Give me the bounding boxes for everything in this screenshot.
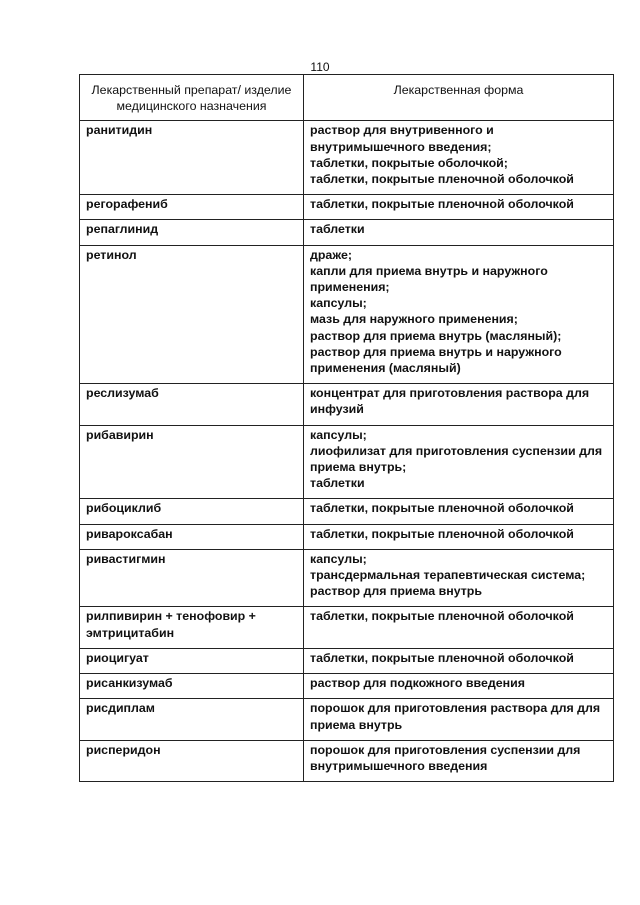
dosage-form-line: таблетки, покрытые пленочной оболочкой [310, 172, 574, 187]
drug-name-cell: рибоциклиб [80, 499, 304, 524]
dosage-form-cell [304, 699, 614, 740]
dosage-form-cell [304, 607, 614, 648]
dosage-form-cell [304, 245, 614, 384]
column-header-drug: Лекарственный препарат/ изделие медицинского назначения [80, 75, 304, 121]
dosage-form-line: таблетки, покрытые пленочной оболочкой [310, 650, 574, 665]
dosage-form-line: капсулы; [310, 427, 367, 442]
dosage-form-line: капсулы; [310, 296, 367, 311]
drug-name-cell: рисдиплам [80, 699, 304, 740]
drug-name-cell: реслизумаб [80, 384, 304, 425]
drug-table [79, 74, 614, 782]
table-row [80, 220, 614, 245]
dosage-form-cell [304, 499, 614, 524]
dosage-form-line: мазь для наружного применения; [310, 312, 518, 327]
drug-name-cell: риоцигуат [80, 648, 304, 673]
table-row [80, 121, 614, 195]
dosage-form-line: лиофилизат для приготовления суспензии для приема внутрь; [310, 443, 603, 475]
table-row [80, 740, 614, 781]
dosage-form-line: раствор для приема внутрь и наружного применения (масляный) [310, 344, 562, 376]
drug-name-cell: регорафениб [80, 195, 304, 220]
table-row [80, 699, 614, 740]
table-row [80, 499, 614, 524]
dosage-form-cell [304, 121, 614, 195]
column-header-form: Лекарственная форма [304, 75, 614, 121]
dosage-form-line: порошок для приготовления раствора для для приема внутрь [310, 701, 601, 732]
dosage-form-cell [304, 740, 614, 781]
drug-name-cell: рилпивирин + тенофовир + эмтрицитабин [80, 607, 304, 648]
dosage-form-line: капли для приема внутрь и наружного применения; [310, 263, 548, 295]
table-row [80, 245, 614, 384]
dosage-form-cell [304, 648, 614, 673]
dosage-form-line: таблетки, покрытые пленочной оболочкой [310, 609, 574, 624]
table-row [80, 195, 614, 220]
dosage-form-cell [304, 674, 614, 699]
drug-name-cell: рибавирин [80, 425, 304, 499]
dosage-form-cell [304, 220, 614, 245]
dosage-form-line: порошок для приготовления суспензии для внутримышечного введения [310, 742, 581, 773]
dosage-form-line: раствор для подкожного введения [310, 676, 525, 691]
dosage-form-line: раствор для приема внутрь [310, 584, 482, 599]
drug-name-cell: ривароксабан [80, 524, 304, 549]
dosage-form-cell [304, 384, 614, 425]
drug-name-cell: ранитидин [80, 121, 304, 195]
dosage-form-cell [304, 195, 614, 220]
table-row [80, 524, 614, 549]
table-row [80, 425, 614, 499]
drug-name-cell: ривастигмин [80, 549, 304, 607]
dosage-form-line: капсулы; [310, 551, 367, 566]
drug-name-cell: репаглинид [80, 220, 304, 245]
dosage-form-line: раствор для приема внутрь (масляный); [310, 328, 562, 343]
dosage-form-line: таблетки [310, 476, 365, 491]
dosage-form-line: таблетки [310, 222, 365, 237]
dosage-form-line: концентрат для приготовления раствора для инфузий [310, 386, 590, 417]
dosage-form-line: трансдермальная терапевтическая система; [310, 568, 586, 583]
table-row [80, 674, 614, 699]
dosage-form-line: раствор для внутривенного и внутримышечного введения; [310, 123, 494, 154]
table-row [80, 648, 614, 673]
page-number: 110 [310, 60, 330, 74]
dosage-form-cell [304, 549, 614, 607]
table-row [80, 549, 614, 607]
dosage-form-line: таблетки, покрытые пленочной оболочкой [310, 526, 574, 541]
dosage-form-cell [304, 524, 614, 549]
dosage-form-cell [304, 425, 614, 499]
table-row [80, 607, 614, 648]
table-header-row [80, 75, 614, 121]
dosage-form-line: таблетки, покрытые пленочной оболочкой [310, 197, 574, 212]
drug-name-cell: рисперидон [80, 740, 304, 781]
dosage-form-line: драже; [310, 247, 352, 262]
table-row [80, 384, 614, 425]
dosage-form-line: таблетки, покрытые оболочкой; [310, 155, 508, 170]
drug-name-cell: рисанкизумаб [80, 674, 304, 699]
dosage-form-line: таблетки, покрытые пленочной оболочкой [310, 501, 574, 516]
drug-name-cell: ретинол [80, 245, 304, 384]
table-body [80, 121, 614, 782]
